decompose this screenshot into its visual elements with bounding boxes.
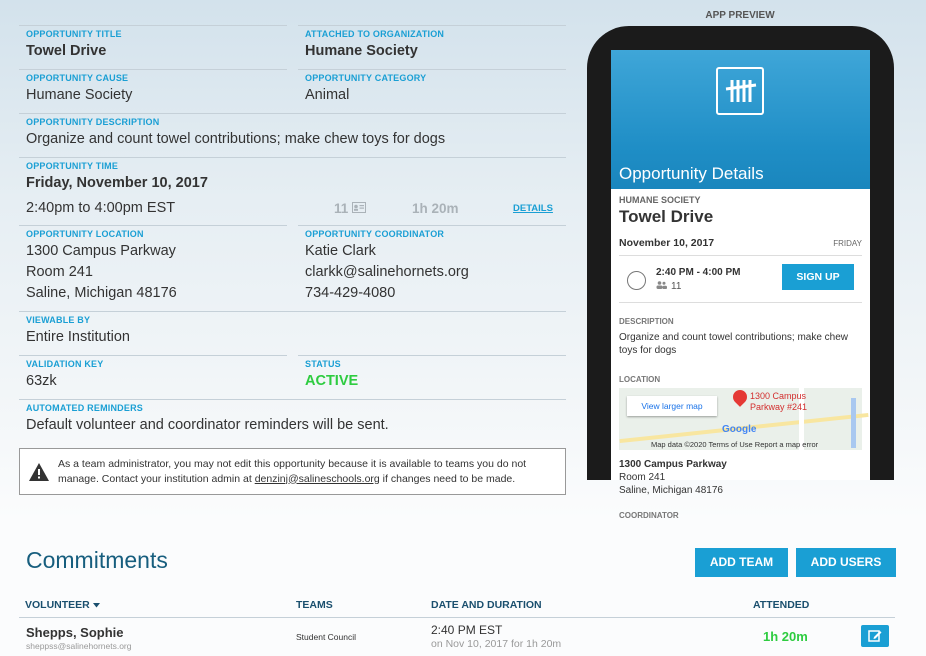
- preview-address: [619, 458, 862, 497]
- edit-icon: [868, 629, 882, 648]
- preview-dow: FRIDAY: [833, 239, 862, 248]
- preview-date: November 10, 2017: [619, 237, 715, 249]
- sign-up-button[interactable]: SIGN UP: [782, 264, 854, 290]
- phone-frame: [587, 26, 894, 520]
- app-header-title: Opportunity Details: [619, 164, 764, 183]
- location-line3: Saline, Michigan 48176: [26, 285, 177, 301]
- field-label: OPPORTUNITY DESCRIPTION: [26, 117, 160, 127]
- warning-text-before: As a team administrator, you may not edit this opportunity because it is available to teams you do not manage. Contact your institution admin at: [58, 457, 527, 485]
- view-larger-map-button[interactable]: View larger map: [627, 396, 717, 416]
- time-range: 2:40pm to 4:00pm EST: [26, 200, 176, 216]
- admin-email-link[interactable]: denzinj@salineschools.org: [254, 472, 380, 485]
- preview-desc: Organize and count towel contributions; make chew toys for dogs: [619, 332, 849, 356]
- field-value: Organize and count towel contributions; make chew toys for dogs: [26, 131, 446, 147]
- field-label: OPPORTUNITY LOCATION: [26, 229, 144, 239]
- table-header-divider: [19, 617, 895, 618]
- permission-warning: [19, 448, 566, 495]
- status-value: ACTIVE: [305, 373, 359, 389]
- volunteer-email: sheppss@salinehornets.org: [26, 641, 132, 651]
- location-map[interactable]: [619, 388, 862, 450]
- volunteer-team: Student Council: [296, 632, 357, 642]
- add-users-button[interactable]: ADD USERS: [796, 548, 896, 577]
- slots-count: [334, 201, 366, 216]
- slots-value: 11: [334, 201, 349, 216]
- commitment-date-duration: on Nov 10, 2017 for 1h 20m: [431, 638, 562, 650]
- field-cause: [19, 69, 287, 113]
- field-value: Humane Society: [26, 87, 133, 103]
- edit-button[interactable]: [861, 625, 889, 647]
- preview-opp-title: Towel Drive: [619, 207, 714, 226]
- time-date: Friday, November 10, 2017: [26, 175, 208, 191]
- app-logo-icon: [716, 67, 764, 115]
- field-organization: [298, 25, 566, 69]
- field-status: [298, 355, 566, 399]
- field-label: VALIDATION KEY: [26, 359, 104, 369]
- coordinator-phone: 734-429-4080: [305, 285, 396, 301]
- field-location: [19, 225, 287, 311]
- field-label: OPPORTUNITY CAUSE: [26, 73, 129, 83]
- preview-addr3: Saline, Michigan 48176: [619, 485, 723, 496]
- field-label: ATTACHED TO ORGANIZATION: [305, 29, 445, 39]
- field-coordinator: [298, 225, 566, 311]
- app-body: [611, 195, 870, 520]
- coordinator-email: clarkk@salinehornets.org: [305, 264, 469, 280]
- column-teams: TEAMS: [296, 599, 333, 611]
- field-value: Animal: [305, 87, 350, 103]
- field-label: OPPORTUNITY TITLE: [26, 29, 122, 39]
- column-volunteer[interactable]: [25, 599, 100, 611]
- preview-coordinator-label: COORDINATOR: [619, 511, 679, 520]
- preview-org: HUMANE SOCIETY: [619, 195, 701, 205]
- field-label: OPPORTUNITY CATEGORY: [305, 73, 427, 83]
- commitment-time: 2:40 PM EST: [431, 623, 503, 637]
- phone-screen: [611, 50, 870, 520]
- attended-value: 1h 20m: [763, 629, 808, 644]
- warning-icon: [28, 462, 50, 482]
- field-category: [298, 69, 566, 113]
- column-attended: ATTENDED: [753, 599, 810, 611]
- preview-date-row: [619, 237, 862, 249]
- location-line1: 1300 Campus Parkway: [26, 243, 176, 259]
- map-footer: Map data ©2020 Terms of Use Report a map error: [651, 440, 819, 449]
- warning-text-after: if changes need to be made.: [379, 472, 516, 485]
- preview-desc-label: DESCRIPTION: [619, 317, 674, 326]
- column-volunteer-label: VOLUNTEER: [25, 599, 90, 611]
- field-title: [19, 25, 287, 69]
- app-preview-title: APP PREVIEW: [705, 10, 775, 21]
- shift-count-value: 11: [671, 281, 682, 292]
- coordinator-name: Katie Clark: [305, 243, 376, 259]
- column-date-duration: DATE AND DURATION: [431, 599, 542, 611]
- warning-text: [58, 457, 557, 487]
- field-value: Towel Drive: [26, 43, 107, 59]
- volunteer-name[interactable]: Shepps, Sophie: [26, 625, 124, 640]
- field-value: 63zk: [26, 373, 57, 389]
- field-value: Entire Institution: [26, 329, 130, 345]
- map-pin-label: 1300 Campus Parkway #241: [750, 391, 808, 412]
- field-value: Default volunteer and coordinator reminders will be sent.: [26, 417, 389, 433]
- field-value: Humane Society: [305, 43, 418, 59]
- field-label: OPPORTUNITY TIME: [26, 161, 119, 171]
- details-link[interactable]: DETAILS: [513, 203, 553, 214]
- id-card-icon: [352, 201, 366, 216]
- preview-shift: [619, 255, 862, 303]
- shift-count: [656, 281, 681, 292]
- preview-addr1: 1300 Campus Parkway: [619, 459, 727, 470]
- duration-value: 1h 20m: [412, 201, 459, 216]
- field-reminders: [19, 399, 566, 443]
- preview-addr2: Room 241: [619, 472, 666, 483]
- sort-down-icon: [93, 599, 100, 611]
- field-description: [19, 113, 566, 157]
- people-icon: [656, 281, 667, 292]
- field-label: AUTOMATED REMINDERS: [26, 403, 143, 413]
- location-line2: Room 241: [26, 264, 93, 280]
- google-logo: Google: [722, 424, 757, 435]
- shift-select-radio[interactable]: [627, 271, 646, 290]
- preview-location-label: LOCATION: [619, 375, 661, 384]
- add-team-button[interactable]: ADD TEAM: [695, 548, 788, 577]
- field-label: OPPORTUNITY COORDINATOR: [305, 229, 445, 239]
- app-header: [611, 50, 870, 189]
- shift-time: 2:40 PM - 4:00 PM: [656, 267, 741, 278]
- field-viewable: [19, 311, 566, 355]
- commitments-heading: Commitments: [26, 547, 168, 573]
- field-label: VIEWABLE BY: [26, 315, 91, 325]
- field-validation: [19, 355, 287, 399]
- map-pin-icon: [730, 387, 750, 407]
- field-time: [19, 157, 566, 225]
- field-label: STATUS: [305, 359, 341, 369]
